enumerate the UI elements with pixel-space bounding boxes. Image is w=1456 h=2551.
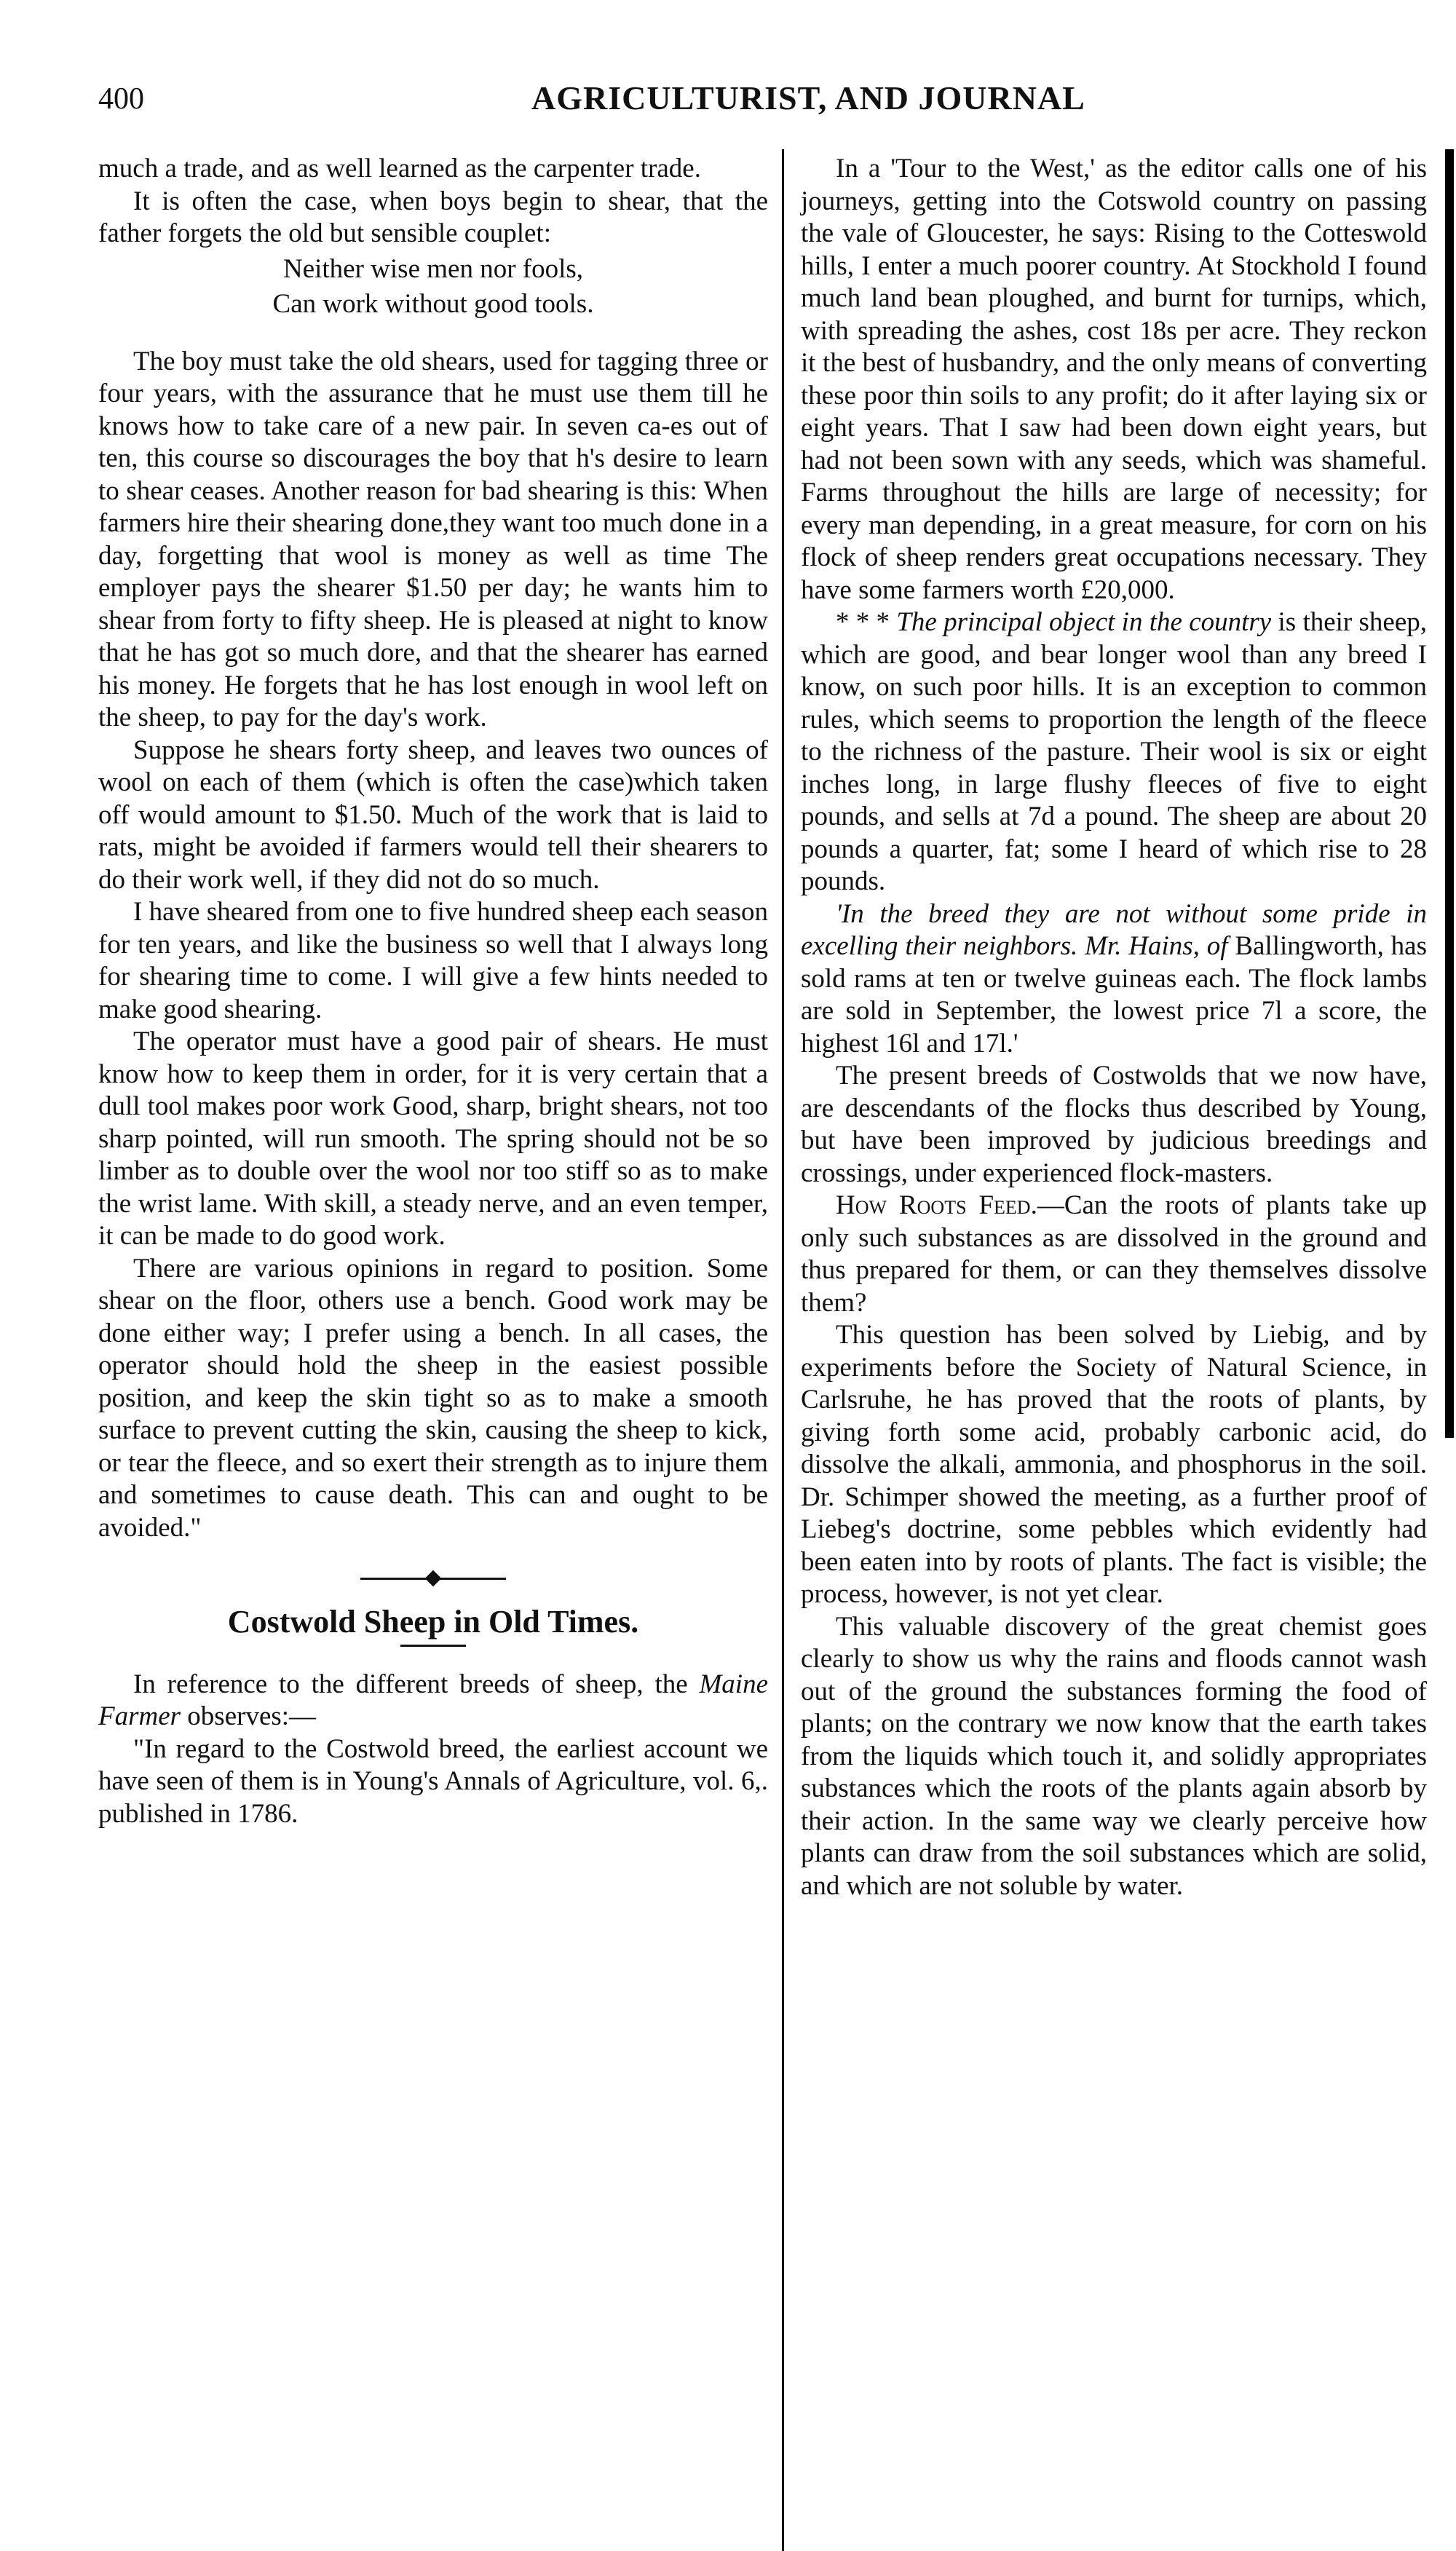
paragraph bbox=[801, 1190, 1427, 1319]
publication-name: Maine Farmer bbox=[98, 1669, 768, 1731]
paragraph: I have sheared from one to five hundred sheep each season for ten years, and like the business so well that I always long for shearing time to come. I will give a few hints needed to make good shearing. bbox=[98, 897, 768, 1024]
paragraph: This question has been solved by Liebig, and by experiments before the Society of Natural Science, in Carlsruhe, he has proved that the roots of plants, by giving forth some acid, probably carbonic acid, do dissolve the alkali, ammonia, and phosphorus in the soil. Dr. Schimper showed the meeting, as a further proof of Liebeg's doctrine, some pebbles which evidently had been eaten into by roots of plants. The fact is visible; the process, however, is not yet clear. bbox=[801, 1320, 1427, 1609]
text-run: 'In the breed they are not without some pride in excelling their neighbors. Mr. Hains, of bbox=[801, 898, 1427, 961]
text-run: observes:— bbox=[181, 1701, 317, 1731]
left-column bbox=[98, 153, 768, 1830]
heading-rule bbox=[400, 1645, 466, 1647]
paragraph bbox=[98, 1669, 768, 1733]
paragraph: The present breeds of Costwolds that we now have, are descendants of the flocks thus described by Young, but have been improved by judicious breedings and crossings, under experienced flock-masters. bbox=[801, 1061, 1427, 1188]
paragraph bbox=[801, 898, 1427, 1061]
verse-line: Neither wise men nor fools, bbox=[282, 253, 584, 284]
paragraph bbox=[801, 606, 1427, 898]
paragraph: In a 'Tour to the West,' as the editor calls one of his journeys, getting into the Cotswold country on passing the vale of Gloucester, he says: Rising to the Cotteswold hills, I enter a much poorer country. At Stockhold I found much land bean ploughed, and burnt for turnips, which, with spreading the ashes, cost 18s per acre. They reckon it the best of husbandry, and the only means of converting these poor thin soils to any profit; do it after laying six or eight years. That I saw had been down eight years, but had not been sown with any seeds, which was shameful. Farms throughout the hills are large of necessity; for every man depending, in a great measure, for corn on his flock of sheep renders great occupations necessary. They have some farmers worth £20,000. bbox=[801, 154, 1427, 605]
paragraph: Suppose he shears forty sheep, and leaves two ounces of wool on each of them (which is often the case)which taken off would amount to $1.50. Much of the work that is laid to rats, might be avoided if farmers would tell their shearers to do their work well, if they did not do so much. bbox=[98, 735, 768, 895]
section-heading: Costwold Sheep in Old Times. bbox=[227, 1604, 639, 1640]
section-divider bbox=[360, 1578, 506, 1580]
right-edge-rule bbox=[1445, 149, 1454, 1438]
run-in-heading: How Roots Feed. bbox=[836, 1190, 1037, 1220]
text-run: The principal object in the country bbox=[890, 607, 1272, 637]
paragraph: There are various opinions in regard to position. Some shear on the floor, others use a bench. Good work may be done either way; I prefer using a bench. In all cases, the operator should hold the sheep in the easiest possible position, and keep the skin tight so as to make a smooth surface to prevent cutting the skin, causing the sheep to kick, or tear the fleece, and so exert their strength as to injure them and sometimes to cause death. This can and ought to be avoided." bbox=[98, 1253, 768, 1543]
verse-line: Can work without good tools. bbox=[272, 289, 594, 319]
asterisks: * * * bbox=[836, 607, 890, 637]
page-header bbox=[98, 73, 1380, 131]
page-number: 400 bbox=[98, 82, 144, 116]
paragraph: This valuable discovery of the great chemist goes clearly to show us why the rains and floods cannot wash out of the ground the substances forming the food of plants; on the contrary we now know that the earth takes from the liquids which touch it, and solidly appropriates substances which the roots of the plants again absorb by their action. In the same way we clearly perceive how plants can draw from the soil substances which are solid, and which are not soluble by water. bbox=[801, 1611, 1427, 1901]
text-run: —Can the roots of plants take up only such substances as are dissolved in the ground and thus prepared for them, or can they themselves dissolve them? bbox=[801, 1190, 1427, 1318]
paragraph: The boy must take the old shears, used for tagging three or four years, with the assurance that he must use them till he knows how to take care of a new pair. In seven ca-es out of ten, this course so discourages the boy that h's desire to learn to shear ceases. Another reason for bad shearing is this: When farmers hire their shearing done,they want too much done in a day, forgetting that wool is money as well as time The employer pays the shearer $1.50 per day; he wants him to shear from forty to fifty sheep. He is pleased at night to know that he has got so much dore, and that the shearer has earned his money. He forgets that he has lost enough in wool left on the sheep, to pay for the day's work. bbox=[98, 346, 768, 732]
text-run: In reference to the different breeds of sheep, the bbox=[133, 1669, 700, 1699]
right-column bbox=[801, 153, 1427, 1902]
running-head: AGRICULTURIST, AND JOURNAL bbox=[531, 79, 1085, 116]
paragraph: "In regard to the Costwold breed, the earliest account we have seen of them is in Young's Annals of Agriculture, vol. 6,. published in 1786. bbox=[98, 1733, 768, 1829]
text-run: Ballingworth, has sold rams at ten or twelve guineas each. The flock lambs are sold in September, the lowest price 7l a score, the highest 16l and 17l.' bbox=[801, 931, 1427, 1059]
text-run: is their sheep, which are good, and bear longer wool than any breed I know, on such poor hills. It is an exception to common rules, which seems to proportion the length of the fleece to the richness of the pasture. Their wool is six or eight inches long, in large flushy fleeces of five to eight pounds, and sells at 7d a pound. The sheep are about 20 pounds a quarter, fat; some I heard of which rise to 28 pounds. bbox=[801, 607, 1428, 896]
paragraph: It is often the case, when boys begin to shear, that the father forgets the old but sensible couplet: bbox=[98, 186, 768, 248]
paragraph: much a trade, and as well learned as the carpenter trade. bbox=[98, 154, 701, 183]
column-rule bbox=[782, 149, 784, 2551]
paragraph: The operator must have a good pair of shears. He must know how to keep them in order, for it is very certain that a dull tool makes poor work Good, sharp, bright shears, not too sharp pointed, will run smooth. The spring should not be so limber as to double over the wool nor too stiff so as to make the wrist lame. With skill, a steady nerve, and an even temper, it can be made to do good work. bbox=[98, 1027, 768, 1251]
